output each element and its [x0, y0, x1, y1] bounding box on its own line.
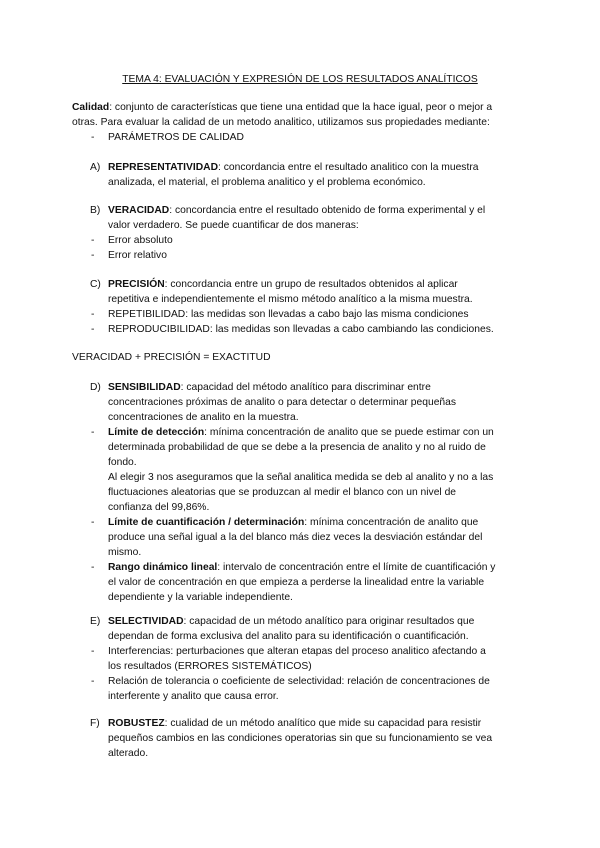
section-d-line1: : capacidad del método analítico para discriminar entre — [180, 382, 431, 393]
cuantificacion-term: Límite de cuantificación / determinación — [108, 517, 305, 528]
section-a-term: REPRESENTATIVIDAD — [108, 162, 219, 173]
page-title: TEMA 4: EVALUACIÓN Y EXPRESIÓN DE LOS RESULTADOS ANALÍTICOS — [122, 74, 478, 85]
bullet-dash: - — [91, 309, 95, 320]
section-b-letter: B) — [90, 205, 101, 216]
section-e-letter: E) — [90, 616, 101, 627]
bullet-dash: - — [91, 324, 95, 335]
bullet-dash: - — [91, 676, 95, 687]
section-e-term: SELECTIVIDAD — [108, 616, 184, 627]
section-a-letter: A) — [90, 162, 101, 173]
section-f-line2: pequeños cambios en las condiciones operatorias sin que su funcionamiento se vea — [108, 733, 493, 744]
section-e-bullet2-line1: Relación de tolerancia o coeficiente de selectividad: relación de concentraciones de — [108, 676, 490, 687]
intro-line2: otras. Para evaluar la calidad de un metodo analitico, utilizamos sus propiedades mediante: — [72, 117, 490, 128]
bullet-dash: - — [91, 250, 95, 261]
section-e-bullet1-line2: los resultados (ERRORES SISTEMÁTICOS) — [108, 661, 312, 672]
section-f-line1: : cualidad de un método analítico que mide su capacidad para resistir — [164, 718, 482, 729]
deteccion-line3: fondo. — [108, 457, 137, 468]
bullet-dash: - — [91, 235, 95, 246]
cuantificacion-line1: : mínima concentración de analito que — [304, 517, 479, 528]
deteccion-line5: fluctuaciones aleatorias que se produzcan al medir el blanco con un nivel de — [108, 487, 457, 498]
section-d-line3: concentraciones de analito en la muestra. — [108, 412, 299, 423]
section-b-bullet-1: Error absoluto — [108, 235, 173, 246]
section-d-line2: concentraciones próximas de analito o para detectar o determinar pequeñas — [108, 397, 457, 408]
section-c-term: PRECISIÓN — [108, 279, 165, 290]
section-b-line2: valor verdadero. Se puede cuantificar de dos maneras: — [108, 220, 359, 231]
rango-line1: : intervalo de concentración entre el límite de cuantificación y — [217, 562, 496, 573]
section-d-letter: D) — [90, 382, 101, 393]
section-f-line3: alterado. — [108, 748, 149, 759]
deteccion-line6: confianza del 99,86%. — [108, 502, 210, 513]
rango-line2: el valor de concentración en que empieza a perderse la linealidad entre la variable — [108, 577, 485, 588]
section-a — [0, 160, 600, 190]
section-b — [0, 203, 600, 263]
section-e-bullet2-line2: interferente y analito que causa error. — [108, 691, 279, 702]
intro-bullet: PARÁMETROS DE CALIDAD — [108, 132, 244, 143]
intro-term: Calidad — [72, 102, 110, 113]
bullet-dash: - — [91, 427, 95, 438]
section-c-bullet-1: REPETIBILIDAD: las medidas son llevadas a cabo bajo las misma condiciones — [108, 309, 469, 320]
deteccion-line4: Al elegir 3 nos aseguramos que la señal analitica medida se deb al analito y no a las — [108, 472, 494, 483]
deteccion-line1: : mínima concentración de analito que se puede estimar con un — [204, 427, 494, 438]
section-e-line1: : capacidad de un método analítico para originar resultados que — [183, 616, 475, 627]
intro-line1: : conjunto de características que tiene una entidad que la hace igual, peor o mejor a — [109, 102, 493, 113]
section-a-line2: analizada, el material, el problema analitico y el problema económico. — [108, 177, 426, 188]
cuantificacion-line3: mismo. — [108, 547, 142, 558]
cuantificacion-line2: produce una señal igual a la del blanco más diez veces la desviación estándar del — [108, 532, 483, 543]
deteccion-term: Límite de detección — [108, 427, 205, 438]
equation-line — [0, 350, 600, 365]
section-c-line1: : concordancia entre un grupo de resultados obtenidos al aplicar — [164, 279, 458, 290]
rango-line3: dependiente y la variable independiente. — [108, 592, 293, 603]
deteccion-line2: determinada probabilidad de que se debe a la presencia de analito y no al ruido de — [108, 442, 486, 453]
bullet-dash: - — [91, 132, 95, 143]
section-e-line2: dependan de forma exclusiva del analito para su identificación o cuantificación. — [108, 631, 469, 642]
section-d-term: SENSIBILIDAD — [108, 382, 181, 393]
rango-term: Rango dinámico lineal — [108, 562, 218, 573]
section-c-bullet-2: REPRODUCIBILIDAD: las medidas son llevadas a cabo cambiando las condiciones. — [108, 324, 494, 335]
equation-text: VERACIDAD + PRECISIÓN = EXACTITUD — [72, 352, 271, 363]
bullet-dash: - — [91, 646, 95, 657]
bullet-dash: - — [91, 562, 95, 573]
section-f-term: ROBUSTEZ — [108, 718, 165, 729]
section-e-bullet1-line1: Interferencias: perturbaciones que alteran etapas del proceso analitico afectando a — [108, 646, 486, 657]
section-c-letter: C) — [90, 279, 101, 290]
section-b-bullet-2: Error relativo — [108, 250, 167, 261]
section-b-term: VERACIDAD — [108, 205, 170, 216]
section-d — [0, 380, 600, 605]
section-e — [0, 614, 600, 704]
section-b-line1: : concordancia entre el resultado obtenido de forma experimental y el — [169, 205, 486, 216]
bullet-dash: - — [91, 517, 95, 528]
intro-block — [0, 100, 600, 145]
section-f — [0, 716, 600, 761]
section-f-letter: F) — [90, 718, 100, 729]
section-c-line2: repetitiva e independientemente el mismo método analítico a la misma muestra. — [108, 294, 473, 305]
section-c — [0, 277, 600, 337]
section-a-line1: : concordancia entre el resultado analitico con la muestra — [218, 162, 479, 173]
